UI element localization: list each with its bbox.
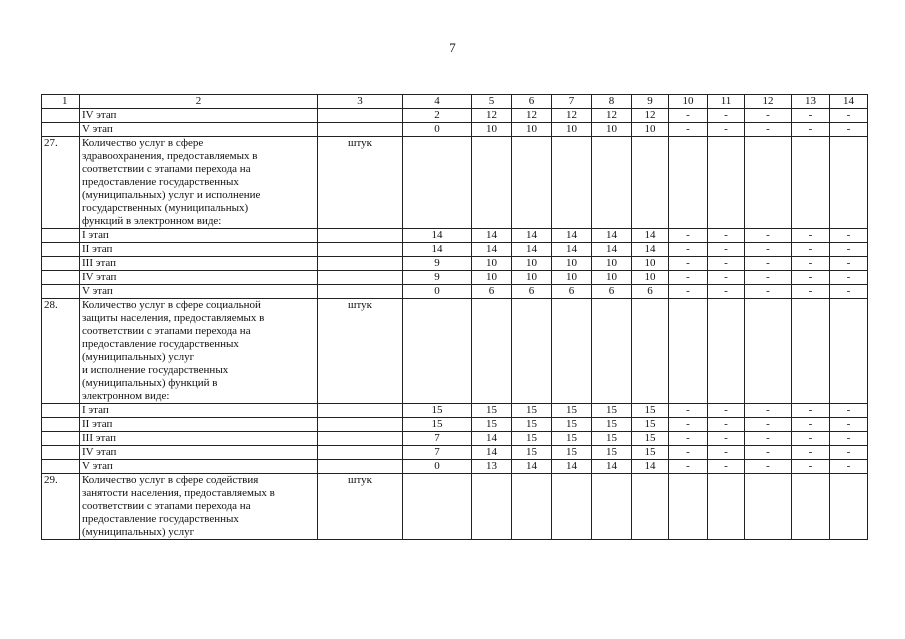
column-number-cell: 10 [669,95,708,109]
value-cell: - [745,432,792,446]
value-cell [472,299,512,404]
value-cell: 15 [592,418,632,432]
value-cell: 0 [403,285,472,299]
value-cell: - [708,404,745,418]
value-cell [552,474,592,540]
value-cell: - [830,285,868,299]
value-cell: - [745,418,792,432]
row-number-cell [42,432,80,446]
value-cell: - [830,271,868,285]
value-cell: - [669,285,708,299]
value-cell: 10 [592,257,632,271]
value-cell: 12 [592,109,632,123]
value-cell: 14 [592,229,632,243]
column-number-cell: 1 [42,95,80,109]
value-cell: 14 [592,243,632,257]
value-cell: 12 [472,109,512,123]
unit-cell [318,257,403,271]
row-number-cell: 28. [42,299,80,404]
row-number-cell [42,271,80,285]
row-number-cell [42,243,80,257]
column-number-cell: 9 [632,95,669,109]
value-cell: - [745,271,792,285]
value-cell: 7 [403,432,472,446]
value-cell: 10 [632,257,669,271]
value-cell [745,474,792,540]
value-cell: 14 [512,460,552,474]
value-cell: 14 [632,460,669,474]
stage-label: V этап [80,123,318,137]
column-number-cell: 12 [745,95,792,109]
column-number-cell: 2 [80,95,318,109]
value-cell: 15 [632,404,669,418]
value-cell: - [669,446,708,460]
value-cell: - [669,109,708,123]
column-number-cell: 5 [472,95,512,109]
value-cell: - [708,446,745,460]
value-cell: 0 [403,460,472,474]
value-cell: 14 [552,229,592,243]
value-cell: 9 [403,257,472,271]
value-cell: - [830,418,868,432]
column-number-cell: 6 [512,95,552,109]
value-cell: - [708,432,745,446]
value-cell: 6 [472,285,512,299]
value-cell [745,299,792,404]
value-cell: - [792,257,830,271]
value-cell: 15 [632,446,669,460]
value-cell: 6 [512,285,552,299]
value-cell [552,299,592,404]
value-cell: 14 [472,432,512,446]
unit-cell [318,243,403,257]
value-cell: - [830,460,868,474]
value-cell: - [792,460,830,474]
value-cell: - [669,460,708,474]
value-cell: 10 [552,271,592,285]
value-cell: 14 [552,460,592,474]
value-cell: - [669,404,708,418]
indicator-description: Количество услуг в сфере содействия занятости населения, предоставляемых в соответствии с этапами перехода на предоставление государственных (муниципальных) услуг [80,474,318,540]
row-number-cell [42,418,80,432]
column-number-cell: 13 [792,95,830,109]
value-cell: - [669,257,708,271]
value-cell [512,137,552,229]
stage-label: III этап [80,432,318,446]
value-cell: - [830,446,868,460]
unit-cell: штук [318,299,403,404]
value-cell: 2 [403,109,472,123]
row-number-cell [42,285,80,299]
value-cell: 15 [403,418,472,432]
value-cell: 15 [403,404,472,418]
stage-row [42,446,868,460]
value-cell: - [792,418,830,432]
value-cell: - [792,109,830,123]
value-cell: 14 [632,229,669,243]
value-cell [512,299,552,404]
value-cell: 14 [512,243,552,257]
stage-row [42,285,868,299]
value-cell: - [745,243,792,257]
value-cell [592,137,632,229]
stage-label: II этап [80,243,318,257]
value-cell: 0 [403,123,472,137]
value-cell: - [669,229,708,243]
value-cell: 10 [552,123,592,137]
column-number-cell: 3 [318,95,403,109]
stage-label: I этап [80,229,318,243]
stage-label: IV этап [80,271,318,285]
unit-cell: штук [318,137,403,229]
value-cell: - [830,243,868,257]
stage-label: V этап [80,460,318,474]
value-cell: - [745,285,792,299]
indicator-row [42,299,868,404]
value-cell [632,299,669,404]
row-number-cell [42,446,80,460]
value-cell: - [708,229,745,243]
value-cell: - [708,285,745,299]
stage-row [42,460,868,474]
value-cell: 12 [512,109,552,123]
value-cell: - [745,446,792,460]
value-cell [403,474,472,540]
value-cell: 10 [472,123,512,137]
value-cell: 14 [403,243,472,257]
value-cell [792,299,830,404]
row-number-cell [42,123,80,137]
value-cell: 10 [512,257,552,271]
value-cell: 15 [592,432,632,446]
stage-label: I этап [80,404,318,418]
value-cell: 15 [472,404,512,418]
value-cell [592,474,632,540]
value-cell: 15 [472,418,512,432]
value-cell: - [745,460,792,474]
value-cell: 12 [632,109,669,123]
value-cell: 14 [472,229,512,243]
stage-row [42,229,868,243]
value-cell: 14 [403,229,472,243]
value-cell: - [669,271,708,285]
value-cell: - [792,404,830,418]
value-cell: 10 [552,257,592,271]
value-cell [830,137,868,229]
value-cell [745,137,792,229]
value-cell: - [830,229,868,243]
value-cell: 15 [512,404,552,418]
value-cell: - [669,123,708,137]
value-cell: - [745,109,792,123]
unit-cell [318,460,403,474]
stage-row [42,432,868,446]
value-cell [830,474,868,540]
value-cell: 15 [552,446,592,460]
value-cell: - [708,460,745,474]
value-cell [472,137,512,229]
value-cell [708,474,745,540]
indicator-row [42,137,868,229]
value-cell: 15 [632,432,669,446]
unit-cell [318,418,403,432]
value-cell: 6 [632,285,669,299]
value-cell: - [792,243,830,257]
indicator-table [41,94,868,540]
row-number-cell [42,109,80,123]
value-cell [403,299,472,404]
value-cell [792,474,830,540]
value-cell: 15 [552,432,592,446]
value-cell: 10 [592,123,632,137]
unit-cell [318,404,403,418]
value-cell [632,137,669,229]
value-cell [472,474,512,540]
value-cell: 14 [512,229,552,243]
value-cell: 14 [592,460,632,474]
column-number-cell: 7 [552,95,592,109]
value-cell: 15 [632,418,669,432]
stage-row [42,418,868,432]
value-cell: 6 [592,285,632,299]
column-number-row [42,95,868,109]
row-number-cell [42,229,80,243]
value-cell: 13 [472,460,512,474]
value-cell: - [792,123,830,137]
stage-row [42,404,868,418]
value-cell: - [708,257,745,271]
row-number-cell [42,404,80,418]
value-cell: - [792,285,830,299]
stage-label: V этап [80,285,318,299]
value-cell: 15 [512,432,552,446]
value-cell: - [708,243,745,257]
value-cell: 7 [403,446,472,460]
value-cell [552,137,592,229]
table-body [42,95,868,540]
value-cell [830,299,868,404]
value-cell: - [708,109,745,123]
value-cell: 15 [512,418,552,432]
value-cell [708,137,745,229]
value-cell: - [792,446,830,460]
unit-cell [318,229,403,243]
value-cell: - [792,229,830,243]
value-cell: - [792,432,830,446]
value-cell: - [708,271,745,285]
value-cell [592,299,632,404]
row-number-cell [42,257,80,271]
value-cell [632,474,669,540]
value-cell: - [708,418,745,432]
unit-cell [318,109,403,123]
value-cell: - [830,109,868,123]
value-cell: 10 [592,271,632,285]
value-cell: 9 [403,271,472,285]
value-cell: 10 [632,123,669,137]
value-cell [708,299,745,404]
row-number-cell: 29. [42,474,80,540]
stage-row [42,109,868,123]
value-cell: 14 [472,243,512,257]
value-cell [403,137,472,229]
stage-label: III этап [80,257,318,271]
value-cell [792,137,830,229]
unit-cell [318,123,403,137]
value-cell: - [669,243,708,257]
value-cell: 15 [512,446,552,460]
value-cell: 10 [512,123,552,137]
stage-row [42,243,868,257]
unit-cell [318,285,403,299]
value-cell: - [708,123,745,137]
value-cell [669,474,708,540]
stage-row [42,123,868,137]
stage-label: IV этап [80,446,318,460]
column-number-cell: 8 [592,95,632,109]
value-cell: 6 [552,285,592,299]
indicator-description: Количество услуг в сфере здравоохранения, предоставляемых в соответствии с этапами перехода на предоставление государственных (муниципальных) услуг и исполнение государственных (муниципальных) функций в электронном виде: [80,137,318,229]
row-number-cell: 27. [42,137,80,229]
value-cell: - [830,257,868,271]
value-cell: 15 [592,446,632,460]
value-cell [669,137,708,229]
column-number-cell: 11 [708,95,745,109]
stage-row [42,271,868,285]
value-cell: 10 [512,271,552,285]
stage-row [42,257,868,271]
value-cell: 15 [552,404,592,418]
value-cell: 12 [552,109,592,123]
stage-label: II этап [80,418,318,432]
value-cell: - [830,404,868,418]
value-cell: 14 [632,243,669,257]
value-cell: - [830,432,868,446]
value-cell: - [830,123,868,137]
value-cell: 15 [592,404,632,418]
value-cell [512,474,552,540]
value-cell [669,299,708,404]
value-cell: - [745,257,792,271]
value-cell: 14 [472,446,512,460]
value-cell: - [745,229,792,243]
value-cell: - [745,404,792,418]
indicator-description: Количество услуг в сфере социальной защиты населения, предоставляемых в соответствии с этапами перехода на предоставление государственных (муниципальных) услуг и исполнение государственных (муниципальных) функций в электронном виде: [80,299,318,404]
unit-cell [318,432,403,446]
value-cell: 10 [472,271,512,285]
value-cell: 14 [552,243,592,257]
unit-cell [318,446,403,460]
indicator-row [42,474,868,540]
unit-cell [318,271,403,285]
value-cell: 15 [552,418,592,432]
column-number-cell: 4 [403,95,472,109]
value-cell: - [792,271,830,285]
page-number: 7 [449,40,456,55]
value-cell: - [669,432,708,446]
row-number-cell [42,460,80,474]
value-cell: - [669,418,708,432]
value-cell: 10 [632,271,669,285]
stage-label: IV этап [80,109,318,123]
value-cell: - [745,123,792,137]
value-cell: 10 [472,257,512,271]
column-number-cell: 14 [830,95,868,109]
unit-cell: штук [318,474,403,540]
